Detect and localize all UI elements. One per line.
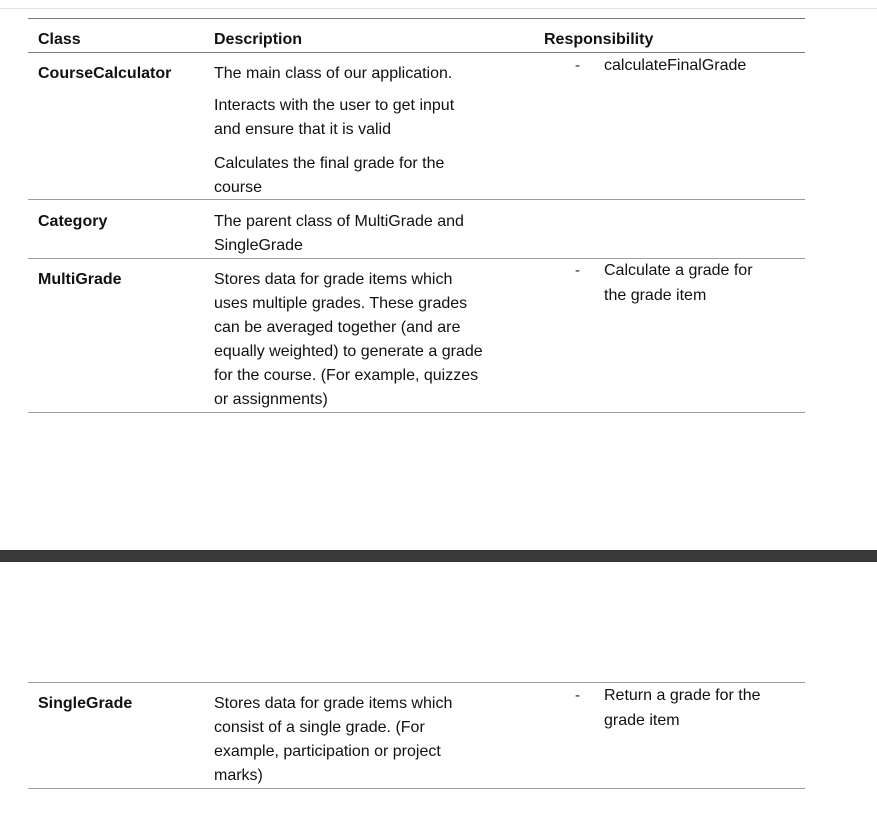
- page-break: [0, 550, 877, 562]
- description-line: consist of a single grade. (For: [214, 719, 425, 736]
- header-description: Description: [214, 31, 303, 48]
- description-line: can be averaged together (and are: [214, 319, 461, 336]
- description-line: and ensure that it is valid: [214, 121, 391, 138]
- responsibility-line: Calculate a grade for: [604, 262, 753, 279]
- top-border: [0, 8, 877, 9]
- description-line: equally weighted) to generate a grade: [214, 343, 483, 360]
- description-line: example, participation or project: [214, 743, 441, 760]
- responsibility-line: Return a grade for the: [604, 687, 761, 704]
- header-underline: [28, 52, 805, 53]
- description-line: course: [214, 179, 263, 196]
- description-line: for the course. (For example, quizzes: [214, 367, 479, 384]
- description-line: Stores data for grade items which: [214, 695, 453, 712]
- description-line: Interacts with the user to get input: [214, 97, 455, 114]
- bullet-dash: -: [575, 262, 580, 279]
- description-line: The parent class of MultiGrade and: [214, 213, 464, 230]
- bullet-dash: -: [575, 57, 580, 74]
- description-line: Stores data for grade items which: [214, 271, 453, 288]
- table-top-rule: [28, 682, 805, 683]
- class-name: SingleGrade: [38, 695, 133, 712]
- description-line: or assignments): [214, 391, 328, 408]
- header-responsibility: Responsibility: [544, 31, 654, 48]
- description-line: The main class of our application.: [214, 65, 453, 82]
- description-line: uses multiple grades. These grades: [214, 295, 468, 312]
- bullet-dash: -: [575, 687, 580, 704]
- header-class: Class: [38, 31, 81, 48]
- row-divider: [28, 412, 805, 413]
- table-top-rule: [28, 18, 805, 19]
- description-line: marks): [214, 767, 263, 784]
- row-divider: [28, 788, 805, 789]
- description-line: Calculates the final grade for the: [214, 155, 445, 172]
- class-name: MultiGrade: [38, 271, 122, 288]
- description-line: SingleGrade: [214, 237, 303, 254]
- responsibility-line: the grade item: [604, 287, 707, 304]
- row-divider: [28, 199, 805, 200]
- class-name: Category: [38, 213, 108, 230]
- class-name: CourseCalculator: [38, 65, 172, 82]
- responsibility-line: calculateFinalGrade: [604, 57, 747, 74]
- responsibility-line: grade item: [604, 712, 680, 729]
